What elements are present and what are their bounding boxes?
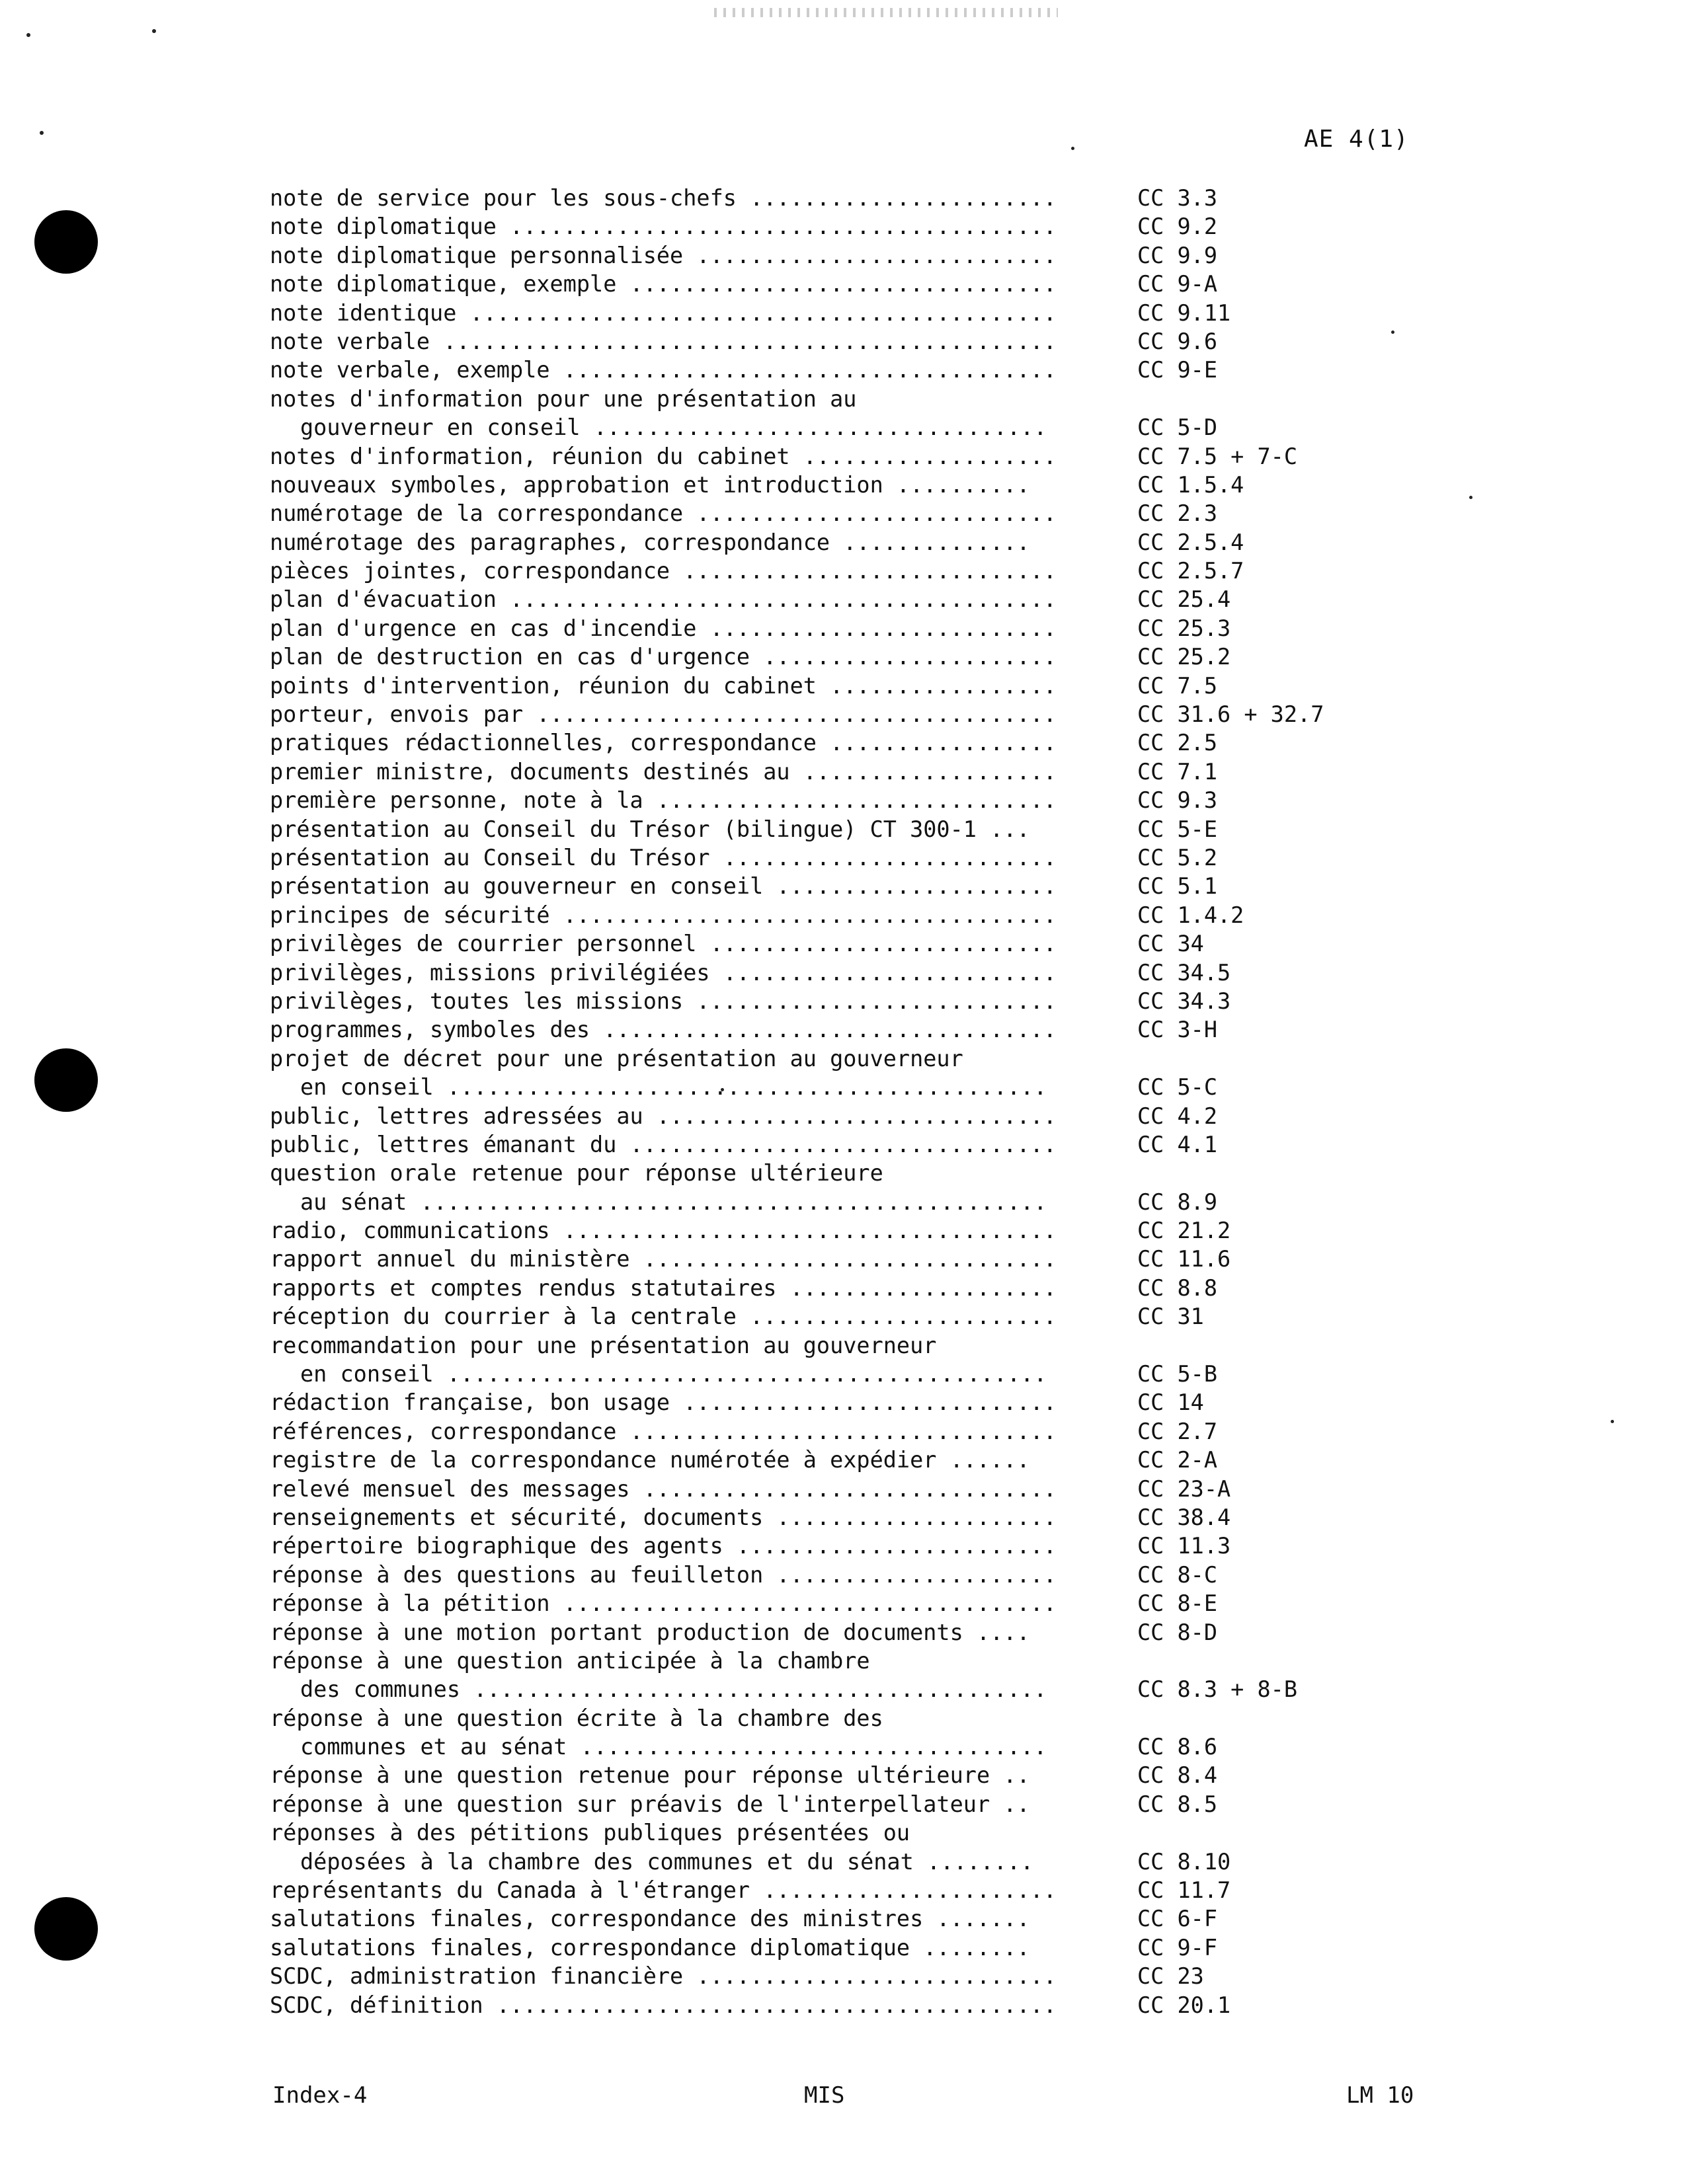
- index-entry-reference: CC 11.7: [1137, 1877, 1231, 1904]
- index-entry: [270, 987, 1394, 1015]
- index-entry: [270, 1904, 1394, 1933]
- index-entry-reference: CC 7.1: [1137, 758, 1218, 785]
- index-entry: [270, 1704, 1394, 1733]
- index-entry: [270, 1675, 1394, 1703]
- index-entry: [270, 184, 1394, 212]
- index-entry-text: public, lettres adressées au ..............................: [270, 1103, 1057, 1129]
- index-entry-text: réponse à une question anticipée à la chambre: [270, 1647, 870, 1674]
- index-entry-reference: CC 5-E: [1137, 816, 1218, 842]
- index-entry: [270, 758, 1394, 786]
- index-entry-reference: CC 5.2: [1137, 844, 1218, 871]
- index-entry-reference: [1137, 1818, 1394, 1847]
- index-entry: [270, 1130, 1394, 1159]
- footer-page-label: Index-4: [272, 2082, 368, 2109]
- index-entry-text: en conseil .............................................: [300, 1074, 1047, 1101]
- index-entry-reference: [1137, 1044, 1394, 1073]
- index-entry: [270, 815, 1394, 843]
- index-entry-text: question orale retenue pour réponse ultérieure: [270, 1160, 883, 1187]
- footer-center-label: MIS: [804, 2082, 845, 2109]
- index-entry-reference: CC 23-A: [1137, 1475, 1231, 1502]
- index-entry: [270, 1302, 1394, 1331]
- index-entry-reference: CC 8.6: [1137, 1734, 1218, 1760]
- index-entry-text: réponses à des pétitions publiques présentées ou: [270, 1820, 910, 1846]
- index-entry-reference: CC 7.5: [1137, 672, 1218, 699]
- index-entry-text: représentants du Canada à l'étranger ......................: [270, 1877, 1057, 1904]
- index-entry: [270, 958, 1394, 987]
- index-entry-text: note verbale ..............................................: [270, 328, 1057, 354]
- index-entry-reference: CC 2.7: [1137, 1418, 1218, 1444]
- index-entry-text: pièces jointes, correspondance ............................: [270, 558, 1057, 584]
- index-entry: [270, 1733, 1394, 1761]
- index-entry-reference: CC 25.3: [1137, 615, 1231, 641]
- index-entry: [270, 1044, 1394, 1073]
- index-entry: [270, 643, 1394, 671]
- index-entry: [270, 1790, 1394, 1818]
- index-entry-text: points d'intervention, réunion du cabinet .................: [270, 672, 1057, 699]
- index-entry: [270, 843, 1394, 872]
- index-entry-text: renseignements et sécurité, documents .....................: [270, 1504, 1057, 1530]
- index-entry-reference: CC 9.11: [1137, 299, 1231, 326]
- index-entry-text: plan d'évacuation .........................................: [270, 586, 1057, 613]
- index-entry-reference: [1137, 385, 1394, 413]
- index-entry-text: notes d'information, réunion du cabinet ...................: [270, 443, 1057, 469]
- index-entry-reference: CC 7.5 + 7-C: [1137, 443, 1298, 469]
- index-entry-text: notes d'information pour une présentation au: [270, 385, 857, 412]
- index-entry: [270, 1360, 1394, 1388]
- index-entry: [270, 872, 1394, 900]
- index-entry-text: réponse à une question sur préavis de l'interpellateur ..: [270, 1791, 1030, 1817]
- index-entry: [270, 1618, 1394, 1647]
- index-entry: [270, 1274, 1394, 1302]
- index-entry: [270, 1933, 1394, 1962]
- index-entry-reference: CC 8.4: [1137, 1762, 1218, 1789]
- index-entry-text: privilèges de courrier personnel ..........................: [270, 931, 1057, 957]
- index-entry-reference: CC 20.1: [1137, 1992, 1231, 2018]
- index-entry-text: note diplomatique .........................................: [270, 214, 1057, 240]
- index-entry-reference: CC 9.9: [1137, 242, 1218, 268]
- index-entry-text: rapport annuel du ministère ...............................: [270, 1246, 1057, 1272]
- index-entry-text: numérotage de la correspondance ...........................: [270, 500, 1057, 527]
- index-entry-reference: CC 8-D: [1137, 1619, 1218, 1645]
- index-entry-text: porteur, envois par .......................................: [270, 701, 1057, 728]
- footer-right-label: LM 10: [1346, 2082, 1414, 2109]
- index-entry-reference: CC 38.4: [1137, 1504, 1231, 1530]
- index-entry-reference: CC 8.9: [1137, 1189, 1218, 1215]
- index-entry-text: première personne, note à la ..............................: [270, 787, 1057, 814]
- index-entry-text: SCDC, définition ..........................................: [270, 1992, 1057, 2018]
- index-entry-text: plan de destruction en cas d'urgence ......................: [270, 644, 1057, 670]
- index-entry: [270, 499, 1394, 527]
- index-entry: [270, 299, 1394, 327]
- index-entry-reference: CC 5-B: [1137, 1361, 1218, 1387]
- index-entry-reference: CC 11.6: [1137, 1246, 1231, 1272]
- index-entry: [270, 1503, 1394, 1532]
- index-entry-text: relevé mensuel des messages ...............................: [270, 1475, 1057, 1502]
- index-entry-reference: CC 23: [1137, 1963, 1204, 1990]
- index-entry-text: note verbale, exemple .....................................: [270, 357, 1057, 383]
- index-entry: [270, 1245, 1394, 1273]
- index-entry: [270, 1331, 1394, 1360]
- index-entry-text: programmes, symboles des ..................................: [270, 1017, 1057, 1043]
- index-entry-reference: CC 5-D: [1137, 414, 1218, 441]
- index-entry-reference: CC 5-C: [1137, 1074, 1218, 1101]
- index-entry-text: numérotage des paragraphes, correspondance ..............: [270, 529, 1030, 555]
- index-entry-reference: CC 8.10: [1137, 1848, 1231, 1875]
- index-entry: [270, 1417, 1394, 1446]
- index-entry: [270, 241, 1394, 270]
- index-entry: [270, 442, 1394, 471]
- index-entry-text: présentation au gouverneur en conseil .....................: [270, 873, 1057, 900]
- index-entry-text: rédaction française, bon usage ............................: [270, 1389, 1057, 1416]
- index-entry-text: références, correspondance ................................: [270, 1418, 1057, 1444]
- index-entry-text: SCDC, administration financière ...........................: [270, 1963, 1057, 1990]
- index-entry-text: pratiques rédactionnelles, correspondance .................: [270, 730, 1057, 756]
- index-entry: [270, 1073, 1394, 1101]
- index-entry-text: au sénat ...............................................: [300, 1189, 1047, 1215]
- index-entry-reference: CC 1.5.4: [1137, 471, 1244, 498]
- punch-hole-middle: [34, 1048, 98, 1112]
- index-entry-text: communes et au sénat ...................................: [300, 1734, 1047, 1760]
- index-entry-reference: [1137, 1331, 1394, 1360]
- punch-hole-top: [34, 210, 98, 274]
- index-entry-text: en conseil .............................................: [300, 1361, 1047, 1387]
- speck: [1469, 496, 1472, 499]
- index-entry-reference: CC 2.5.4: [1137, 529, 1244, 555]
- index-entry: [270, 1876, 1394, 1904]
- index-entry-reference: CC 4.2: [1137, 1103, 1218, 1129]
- index-entry: [270, 356, 1394, 384]
- index-entry: [270, 1475, 1394, 1503]
- index-entry-reference: CC 14: [1137, 1389, 1204, 1416]
- index-entry-text: note de service pour les sous-chefs .......................: [270, 185, 1057, 211]
- index-entry: [270, 327, 1394, 356]
- index-entry-text: déposées à la chambre des communes et du sénat ........: [300, 1848, 1034, 1875]
- index-entry-reference: CC 1.4.2: [1137, 902, 1244, 928]
- scan-artifact: [714, 8, 1058, 17]
- index-entry-text: réponse à des questions au feuilleton .....................: [270, 1561, 1057, 1588]
- speck: [1611, 1420, 1614, 1423]
- index-entry-text: public, lettres émanant du ................................: [270, 1131, 1057, 1157]
- index-entry: [270, 212, 1394, 241]
- index-entry: [270, 700, 1394, 728]
- index-entry-text: nouveaux symboles, approbation et introduction ..........: [270, 471, 1030, 498]
- index-entry-reference: CC 2.5: [1137, 730, 1218, 756]
- index-entry-text: réponse à une question écrite à la chambre des: [270, 1705, 883, 1731]
- index-entry-text: note diplomatique personnalisée ...........................: [270, 242, 1057, 268]
- index-entry: [270, 1188, 1394, 1216]
- index-entry-text: privilèges, toutes les missions ...........................: [270, 988, 1057, 1014]
- index-entry-reference: CC 3-H: [1137, 1017, 1218, 1043]
- index-entry-text: radio, communications .....................................: [270, 1218, 1057, 1244]
- index-entry: [270, 528, 1394, 557]
- index-entry-reference: CC 2-A: [1137, 1447, 1218, 1473]
- index-entry-text: réponse à la pétition .....................................: [270, 1590, 1057, 1617]
- index-entry-text: privilèges, missions privilégiées .........................: [270, 959, 1057, 986]
- index-entry-text: présentation au Conseil du Trésor (bilingue) CT 300-1 ...: [270, 816, 1030, 842]
- index-entry-reference: CC 9.3: [1137, 787, 1218, 814]
- index-entry-reference: CC 25.2: [1137, 644, 1231, 670]
- index-entry-reference: CC 8.8: [1137, 1274, 1218, 1301]
- index-entry: [270, 413, 1394, 442]
- index-entry-text: premier ministre, documents destinés au ...................: [270, 758, 1057, 785]
- index-entry-text: répertoire biographique des agents ........................: [270, 1533, 1057, 1559]
- index-entry: [270, 1589, 1394, 1618]
- speck: [1071, 147, 1074, 150]
- index-entry: [270, 585, 1394, 613]
- index-entry: [270, 614, 1394, 643]
- index-entry: [270, 557, 1394, 585]
- index-entry-text: note diplomatique, exemple ................................: [270, 271, 1057, 297]
- index-entry-text: recommandation pour une présentation au gouverneur: [270, 1332, 937, 1358]
- index-entry: [270, 1818, 1394, 1847]
- index-entry: [270, 1761, 1394, 1789]
- index-entry-reference: CC 34: [1137, 931, 1204, 957]
- index-entry-reference: CC 6-F: [1137, 1906, 1218, 1932]
- index-entry-reference: [1137, 1647, 1394, 1675]
- index-entry-reference: CC 8-C: [1137, 1561, 1218, 1588]
- index-entry-text: salutations finales, correspondance des ministres .......: [270, 1906, 1030, 1932]
- index-entry-text: plan d'urgence en cas d'incendie ..........................: [270, 615, 1057, 641]
- index-entry: [270, 1102, 1394, 1130]
- index-entry-reference: CC 2.3: [1137, 500, 1218, 527]
- index-entry-text: salutations finales, correspondance diplomatique ........: [270, 1934, 1030, 1961]
- index-entry: [270, 270, 1394, 298]
- index-entry: [270, 1532, 1394, 1560]
- index-entry: [270, 385, 1394, 413]
- index-entry-text: projet de décret pour une présentation au gouverneur: [270, 1045, 963, 1072]
- index-entry-text: réception du courrier à la centrale .......................: [270, 1304, 1057, 1330]
- index-entry: [270, 929, 1394, 958]
- index-entry: [270, 471, 1394, 499]
- index-entry-reference: CC 9.2: [1137, 214, 1218, 240]
- index-entry-reference: CC 21.2: [1137, 1218, 1231, 1244]
- index-entry: [270, 1848, 1394, 1876]
- index-entry: [270, 1561, 1394, 1589]
- index-entry-reference: CC 34.3: [1137, 988, 1231, 1014]
- index-entry-text: réponse à une question retenue pour réponse ultérieure ..: [270, 1762, 1030, 1789]
- index-entry-text: note identique ............................................: [270, 299, 1057, 326]
- index-entry: [270, 672, 1394, 700]
- index-entry: [270, 901, 1394, 929]
- index-entry-reference: CC 8.3 + 8-B: [1137, 1676, 1298, 1703]
- index-entry: [270, 1647, 1394, 1675]
- index-entry-text: réponse à une motion portant production de documents ....: [270, 1619, 1030, 1645]
- index-entry: [270, 1962, 1394, 1990]
- index-entry-text: des communes ...........................................: [300, 1676, 1047, 1703]
- index-entry-text: gouverneur en conseil ..................................: [300, 414, 1047, 441]
- index-entry-text: rapports et comptes rendus statutaires ....................: [270, 1274, 1057, 1301]
- index-entry-reference: CC 31: [1137, 1304, 1204, 1330]
- index-entry-reference: CC 8-E: [1137, 1590, 1218, 1617]
- index-entry-text: principes de sécurité .....................................: [270, 902, 1057, 928]
- index-entry-reference: CC 11.3: [1137, 1533, 1231, 1559]
- index-entry-reference: CC 3.3: [1137, 185, 1218, 211]
- index-entry: [270, 1991, 1394, 2019]
- index-entry-reference: CC 34.5: [1137, 959, 1231, 986]
- index-entry-reference: CC 9.6: [1137, 328, 1218, 354]
- index-entry: [270, 1216, 1394, 1245]
- index-entry-reference: [1137, 1704, 1394, 1733]
- index-entry: [270, 1388, 1394, 1417]
- index-entry-reference: [1137, 1159, 1394, 1187]
- index-entry: [270, 1015, 1394, 1044]
- index-entry-reference: CC 4.1: [1137, 1131, 1218, 1157]
- index-entry-reference: CC 5.1: [1137, 873, 1218, 900]
- index-entry: [270, 728, 1394, 757]
- index-entry: [270, 1446, 1394, 1474]
- document-code: AE 4(1): [1304, 126, 1409, 153]
- speck: [26, 33, 30, 37]
- index-entry-reference: CC 9-E: [1137, 357, 1218, 383]
- speck: [40, 131, 44, 135]
- index-list: [270, 184, 1394, 2019]
- index-entry-reference: CC 8.5: [1137, 1791, 1218, 1817]
- index-entry-text: registre de la correspondance numérotée à expédier ......: [270, 1447, 1030, 1473]
- index-entry-reference: CC 9-A: [1137, 271, 1218, 297]
- speck: [152, 29, 156, 33]
- index-entry-text: présentation au Conseil du Trésor .........................: [270, 844, 1057, 871]
- index-entry: [270, 786, 1394, 814]
- index-entry-reference: CC 25.4: [1137, 586, 1231, 613]
- index-entry-reference: CC 2.5.7: [1137, 558, 1244, 584]
- index-entry-reference: CC 31.6 + 32.7: [1137, 701, 1324, 728]
- index-entry: [270, 1159, 1394, 1187]
- index-entry-reference: CC 9-F: [1137, 1934, 1218, 1961]
- punch-hole-bottom: [34, 1897, 98, 1961]
